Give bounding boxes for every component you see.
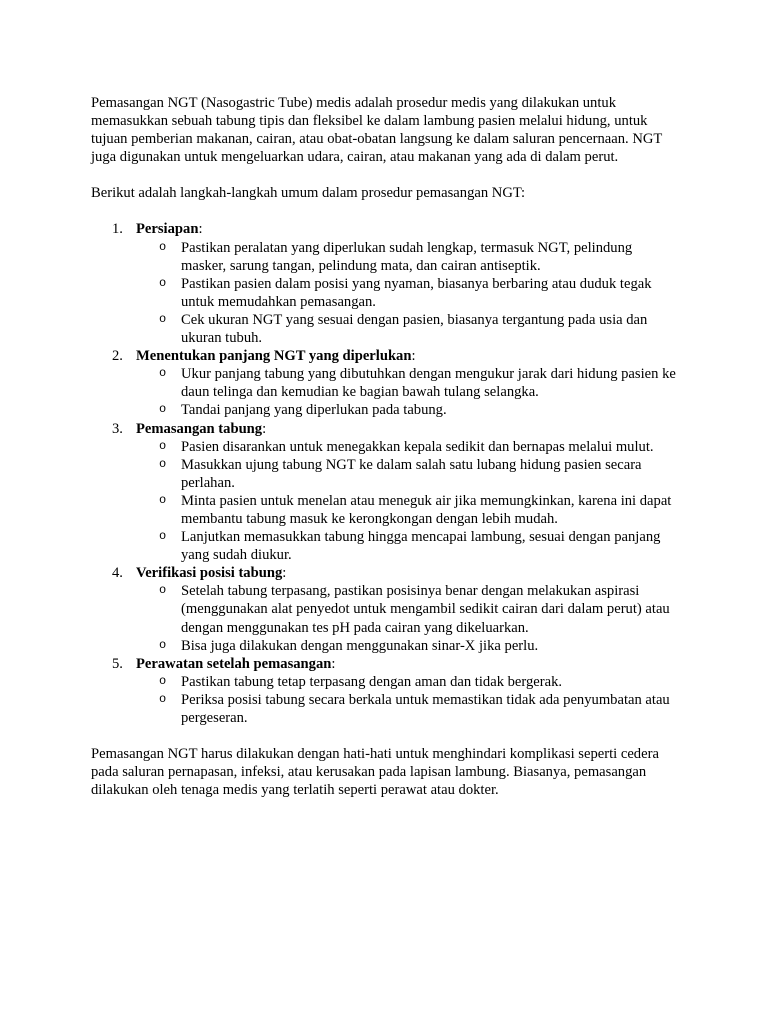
sub-list: [136, 239, 678, 348]
sub-item: [136, 673, 678, 691]
bullet-icon: o: [159, 529, 167, 544]
sub-item: [136, 239, 678, 275]
step-number: 3.: [112, 420, 123, 437]
step-title: Verifikasi posisi tabung: [136, 565, 283, 582]
sub-list: [136, 673, 678, 727]
bullet-icon: o: [159, 239, 167, 254]
bullet-icon: o: [159, 366, 167, 381]
sub-item: [136, 438, 678, 456]
sub-item-text: Ukur panjang tabung yang dibutuhkan dengan mengukur jarak dari hidung pasien ke daun telinga dan kemudian ke bagian bawah tulang selangka.: [181, 366, 676, 401]
sub-item-text: Cek ukuran NGT yang sesuai dengan pasien, biasanya tergantung pada usia dan ukuran tubuh.: [181, 311, 648, 347]
sub-item: [136, 365, 678, 401]
sub-list: [136, 438, 678, 565]
sub-item: [136, 311, 678, 347]
bullet-icon: o: [159, 438, 167, 453]
steps-list: [91, 220, 678, 727]
sub-item-text: Lanjutkan memasukkan tabung hingga mencapai lambung, sesuai dengan panjang yang sudah diukur.: [181, 529, 661, 564]
sub-item-text: Bisa juga dilakukan dengan menggunakan sinar-X jika perlu.: [181, 637, 539, 654]
step-number: 4.: [112, 565, 123, 582]
sub-item-text: Pasien disarankan untuk menegakkan kepala sedikit dan bernapas melalui mulut.: [181, 438, 654, 455]
sub-item: [136, 528, 678, 564]
step-title: Menentukan panjang NGT yang diperlukan: [136, 348, 412, 365]
bullet-icon: o: [159, 402, 167, 417]
bullet-icon: o: [159, 456, 167, 471]
sub-list: [136, 365, 678, 419]
sub-item-text: Minta pasien untuk menelan atau meneguk air jika memungkinkan, karena ini dapat membantu tabung masuk ke kerongkongan dengan lebih mudah.: [181, 492, 672, 527]
step-colon: :: [198, 221, 203, 238]
sub-item: [136, 456, 678, 492]
step-title: Persiapan: [136, 221, 199, 238]
sub-item-text: Pastikan tabung tetap terpasang dengan aman dan tidak bergerak.: [181, 673, 563, 690]
step-colon: :: [282, 565, 287, 582]
step-title: Perawatan setelah pemasangan: [136, 655, 332, 672]
bullet-icon: o: [159, 691, 167, 706]
step-item: [91, 347, 678, 419]
bullet-icon: o: [159, 583, 167, 598]
step-colon: :: [411, 348, 416, 365]
step-number: 1.: [112, 221, 123, 238]
sub-item: [136, 492, 678, 528]
sub-list: [136, 582, 678, 654]
step-number: 2.: [112, 348, 123, 365]
step-colon: :: [331, 655, 336, 672]
step-item: [91, 655, 678, 727]
step-item: [91, 220, 678, 347]
bullet-icon: o: [159, 492, 167, 507]
step-number: 5.: [112, 655, 123, 672]
lead-paragraph: Berikut adalah langkah-langkah umum dalam prosedur pemasangan NGT:: [91, 185, 526, 202]
sub-item-text: Pastikan pasien dalam posisi yang nyaman, biasanya berbaring atau duduk tegak untuk memudahkan pemasangan.: [181, 275, 652, 310]
sub-item-text: Pastikan peralatan yang diperlukan sudah lengkap, termasuk NGT, pelindung masker, sarung tangan, pelindung mata, dan cairan antiseptik.: [181, 239, 633, 274]
sub-item: [136, 401, 678, 419]
step-colon: :: [262, 420, 267, 437]
sub-item: [136, 582, 678, 636]
sub-item: [136, 691, 678, 727]
step-item: [91, 564, 678, 654]
bullet-icon: o: [159, 673, 167, 688]
sub-item-text: Setelah tabung terpasang, pastikan posisinya benar dengan melakukan aspirasi (menggunakan alat penyedot untuk mengambil sedikit cairan dari dalam perut) atau dengan menggunakan tes pH pada cairan yang dikeluarkan.: [181, 583, 670, 636]
bullet-icon: o: [159, 311, 167, 326]
sub-item-text: Periksa posisi tabung secara berkala untuk memastikan tidak ada penyumbatan atau pergeseran.: [181, 691, 670, 726]
intro-paragraph: Pemasangan NGT (Nasogastric Tube) medis adalah prosedur medis yang dilakukan untuk memasukkan sebuah tabung tipis dan fleksibel ke dalam lambung pasien melalui hidung, untuk tujuan pemberian makanan, cairan, atau obat-obatan langsung ke dalam saluran pencernaan. NGT juga digunakan untuk mengeluarkan udara, cairan, atau makanan yang ada di dalam perut.: [91, 95, 663, 166]
step-title: Pemasangan tabung: [136, 420, 263, 437]
sub-item: [136, 637, 678, 655]
closing-paragraph: Pemasangan NGT harus dilakukan dengan hati-hati untuk menghindari komplikasi seperti cedera pada saluran pernapasan, infeksi, atau kerusakan pada lapisan lambung. Biasanya, pemasangan dilakukan oleh tenaga medis yang terlatih seperti perawat atau dokter.: [91, 746, 659, 799]
step-item: [91, 420, 678, 565]
bullet-icon: o: [159, 275, 167, 290]
sub-item: [136, 275, 678, 311]
bullet-icon: o: [159, 637, 167, 652]
sub-item-text: Masukkan ujung tabung NGT ke dalam salah satu lubang hidung pasien secara perlahan.: [181, 456, 642, 491]
sub-item-text: Tandai panjang yang diperlukan pada tabung.: [181, 402, 447, 419]
